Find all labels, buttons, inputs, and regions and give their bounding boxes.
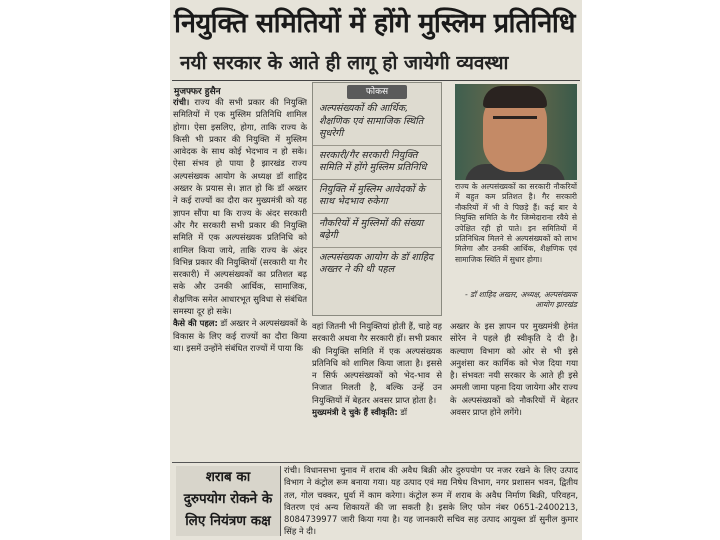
side-headline-box bbox=[176, 466, 281, 536]
bottom-article: रांची। विधानसभा चुनाव में शराब की अवैध बिक्री और दुरुपयोग पर नजर रखने के लिए उत्पाद विभाग ने कंट्रोल रूम बनाया गया। यह उत्पाद एवं मद्य निषेध विभाग, नगर प्रशासन भवन, द्वितीय तल, गोल चक्कर, धुर्वा में काम करेगा। कंट्रोल रूम में शराब के अवैध निर्माण बिक्री, परिवहन, वितरण एवं अन्य शिकायतें की जा सकती है। इसके लिए फोन नंबर 0651-2400213, 8084739977 जारी किया गया है। यह जानकारी सचिव सह उत्पाद आयुक्त डॉ सुनील कुमार सिंह ने दी। bbox=[284, 465, 578, 537]
focus-item: अल्पसंख्यक आयोग के डॉ शाहिद अख्तर ने की थी पहल bbox=[319, 251, 434, 275]
column-1-subtext: डॉ अख्तर ने अल्पसंख्यकों के विकास के लिए कई राज्यों का दौरा किया था। इसमें उन्होंने संबंधित राज्यों में पाया कि bbox=[173, 318, 307, 353]
portrait-photo bbox=[455, 84, 577, 180]
focus-item: सरकारी/गैर सरकारी नियुक्ति समिति में होंगे मुस्लिम प्रतिनिधि bbox=[313, 146, 441, 180]
article-column-2 bbox=[312, 320, 442, 462]
column-2-subtext: डॉ bbox=[400, 407, 408, 418]
byline: मुजफ्फर हुसैन bbox=[174, 87, 221, 97]
column-2-subhead: मुख्यमंत्री दे चुके हैं स्वीकृति: bbox=[312, 407, 398, 418]
side-headline-line: लिए नियंत्रण कक्ष bbox=[185, 513, 271, 529]
column-2-text: वहां जितनी भी नियुक्तियां होती हैं, चाहे वह सरकारी अथवा गैर सरकारी हों। सभी प्रकार की नियुक्ति समिति में एक अल्पसंख्यक प्रतिनिधि को शामिल किया जाता है। इससे न सिर्फ अल्पसंख्यकों को भेद-भाव से निजात मिलती है, बल्कि उन्हें उन नियुक्तियों में बेहतर अवसर प्राप्त होता है। bbox=[312, 321, 442, 405]
focus-item: नियुक्ति में मुस्लिम आवेदकों के साथ भेदभाव रुकेगा bbox=[313, 180, 441, 214]
column-1-text: राज्य की सभी प्रकार की नियुक्ति समितियों में एक मुस्लिम प्रतिनिधि शामिल होगा। ऐसा इसलिए, होगा, ताकि राज्य के किसी भी प्रकार की नियुक्ति में मुस्लिम आवेदक के साथ कोई भेदभाव न हो सके। ऐसा संभव हो पाया है झारखंड राज्य अल्पसंख्यक आयोग के अध्यक्ष डॉ शाहिद अख्तर के प्रयास से। ज्ञात हो कि डॉ अख्तर ने कई राज्यों का दौरा कर मुख्यमंत्री को यह ज्ञापन सौंपा था कि राज्य के अंदर सरकारी और गैर सरकारी सभी प्रकार की नियुक्ति समिति में एक अल्पसंख्यक प्रतिनिधि को शामिल किया जाये, ताकि राज्य के अंदर विभिन्न प्रकार की नियुक्तियों (सरकारी या गैर सरकारी) में अल्पसंख्यकों का प्रतिशत बढ़ सके और उनकी आर्थिक, सामाजिक, शैक्षणिक समेत आधारभूत सुविधा से संबंधित समस्या दूर हो सके। bbox=[173, 97, 307, 317]
subheadline: नयी सरकार के आते ही लागू हो जायेगी व्यवस्था bbox=[180, 52, 509, 74]
focus-item: नौकरियों में मुस्लिमों की संख्या बढ़ेगी bbox=[313, 214, 441, 248]
focus-item: अल्पसंख्यकों की आर्थिक, शैक्षणिक एवं सामाजिक स्थिति सुधरेगी bbox=[313, 99, 441, 146]
side-headline-line: दुरुपयोग रोकने के bbox=[183, 491, 273, 507]
headline: नियुक्ति समितियों में होंगे मुस्लिम प्रतिनिधि bbox=[174, 8, 576, 39]
focus-box bbox=[312, 82, 442, 316]
column-1-subhead: कैसे की पहल: bbox=[173, 318, 218, 329]
article-column-1 bbox=[173, 96, 307, 446]
dateline: रांची। bbox=[173, 97, 190, 107]
photo-signature: - डॉ शाहिद अख्तर, अध्यक्ष, अल्पसंख्यक आयोग झारखंड bbox=[465, 290, 577, 309]
divider bbox=[172, 462, 580, 463]
focus-title: फोकस bbox=[347, 85, 407, 99]
newspaper-clipping bbox=[170, 0, 582, 540]
article-column-3: अख्तर के इस ज्ञापन पर मुख्यमंत्री हेमंत सोरेन ने पहले ही स्वीकृति दे दी है। कल्याण विभाग को ओर से भी इसे अनुशंसा कर कार्मिक को भेज दिया गया है। संभवतः नयी सरकार के आते ही इसे अमली जामा पहना दिया जायेगा और राज्य के अल्पसंख्यकों को नौकरियों में बेहतर अवसर प्राप्त होने लगेंगे। bbox=[450, 321, 578, 418]
side-headline-line: शराब का bbox=[205, 469, 251, 485]
photo-caption: राज्य के अल्पसंख्यकों का सरकारी नौकरियों में बहुत कम प्रतिशत है। गैर सरकारी नौकरियों में भी वे पिछड़े हैं। कई बार ये नियुक्ति समिति के गैर जिम्मेदाराना रवैये से उपेक्षित रही हो पाते। इन समितियों में प्रतिनिधित्व मिलने से अल्पसंख्यकों को लाभ मिलेगा और उनकी आर्थिक, शैक्षणिक एवं सामाजिक स्थिति में सुधार होगा। bbox=[455, 182, 577, 264]
divider bbox=[172, 80, 580, 81]
